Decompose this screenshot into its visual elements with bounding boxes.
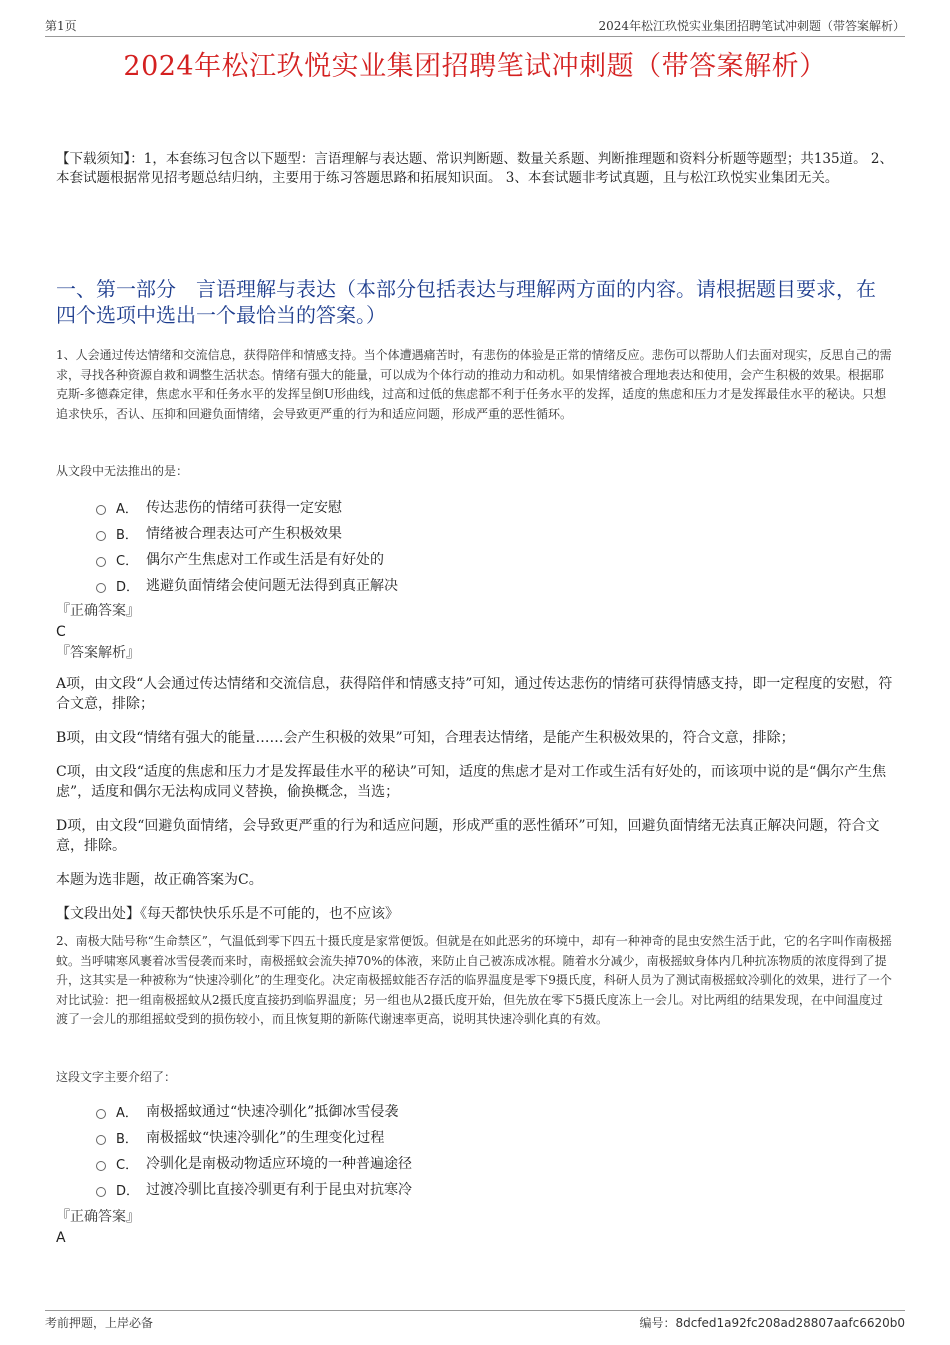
analysis-conclusion: 本题为选非题，故正确答案为C。 bbox=[56, 872, 263, 888]
page-number: 第1页 bbox=[45, 19, 77, 33]
section-heading: 一、第一部分 言语理解与表达（本部分包括表达与理解两方面的内容。请根据题目要求，在四个选项中选出一个最恰当的答案。） bbox=[56, 277, 876, 327]
analysis-source: 【文段出处】《每天都快快乐乐是不可能的，也不应该》 bbox=[56, 906, 399, 922]
question-prompt: 从文段中无法推出的是： bbox=[56, 464, 189, 478]
analysis-c: C项，由文段“适度的焦虑和压力才是发挥最佳水平的秘诀”可知，适度的焦虑才是对工作或生活有好处的，而该项中说的是“偶尔产生焦虑”，适度和偶尔无法构成同义替换，偷换概念，当选； bbox=[56, 764, 887, 800]
option-b[interactable]: B． 情绪被合理表达可产生积极效果 bbox=[56, 520, 894, 546]
radio-button[interactable] bbox=[96, 1109, 106, 1119]
radio-button[interactable] bbox=[96, 1135, 106, 1145]
question-2 bbox=[56, 932, 894, 1030]
question-2-answer bbox=[56, 1206, 894, 1248]
radio-button[interactable] bbox=[96, 1187, 106, 1197]
question-1-options bbox=[56, 494, 894, 598]
answer-label: 『正确答案』 bbox=[56, 603, 140, 619]
footer-code-label: 编号： bbox=[639, 1315, 676, 1330]
question-1-analysis bbox=[56, 674, 894, 938]
document-code: 8dcfed1a92fc208ad28807aafc6620b0 bbox=[675, 1315, 905, 1330]
option-a[interactable]: A． 传达悲伤的情绪可获得一定安慰 bbox=[56, 494, 894, 520]
question-1 bbox=[56, 346, 894, 424]
analysis-a: A项，由文段“人会通过传达情绪和交流信息，获得陪伴和情感支持”可知，通过传达悲伤的情绪可获得情感支持，即一定程度的安慰，符合文意，排除； bbox=[56, 676, 893, 712]
option-c[interactable]: C． 偶尔产生焦虑对工作或生活是有好处的 bbox=[56, 546, 894, 572]
question-1-answer bbox=[56, 600, 894, 664]
document-title: 2024年松江玖悦实业集团招聘笔试冲刺题（带答案解析） bbox=[123, 51, 827, 82]
question-2-prompt-block bbox=[56, 1068, 894, 1085]
radio-button[interactable] bbox=[96, 531, 106, 541]
correct-answer: A bbox=[56, 1230, 66, 1246]
option-a[interactable]: A． 南极摇蚊通过“快速冷驯化”抵御冰雪侵袭 bbox=[56, 1098, 894, 1124]
analysis-label: 『答案解析』 bbox=[56, 645, 140, 661]
option-b[interactable]: B． 南极摇蚊“快速冷驯化”的生理变化过程 bbox=[56, 1124, 894, 1150]
question-2-options bbox=[56, 1098, 894, 1202]
footer-code-wrap bbox=[639, 1314, 905, 1331]
page-footer bbox=[45, 1310, 905, 1333]
question-passage: 1、人会通过传达情绪和交流信息，获得陪伴和情感支持。当个体遭遇痛苦时，有悲伤的体验是正常的情绪反应。悲伤可以帮助人们去面对现实，反思自己的需求，寻找各种资源自救和调整生活状态。情绪有强大的能量，可以成为个体行动的推动力和动机。如果情绪被合理地表达和使用，会产生积极的效果。根据耶克斯-多德森定律，焦虑水平和任务水平的发挥呈倒U形曲线，过高和过低的焦虑都不利于任务水平的发挥，适度的焦虑和压力才是发挥最佳水平的秘诀。只想追求快乐，否认、压抑和回避负面情绪，会导致更严重的行为和适应问题，形成严重的恶性循环。 bbox=[56, 348, 892, 421]
radio-button[interactable] bbox=[96, 505, 106, 515]
option-d[interactable]: D． 逃避负面情绪会使问题无法得到真正解决 bbox=[56, 572, 894, 598]
radio-button[interactable] bbox=[96, 583, 106, 593]
analysis-b: B项，由文段“情绪有强大的能量……会产生积极的效果”可知，合理表达情绪，是能产生积极效果的，符合文意，排除； bbox=[56, 730, 795, 746]
correct-answer: C bbox=[56, 624, 66, 640]
download-notice: 【下载须知】：1，本套练习包含以下题型：言语理解与表达题、常识判断题、数量关系题、判断推理题和资料分析题等题型；共135道。 2、本套试题根据常见招考题总结归纳，主要用于练习答题思路和拓展知识面。 3、本套试题非考试真题，且与松江玖悦实业集团无关。 bbox=[56, 151, 893, 186]
footer-slogan: 考前押题，上岸必备 bbox=[45, 1315, 154, 1330]
question-passage: 2、南极大陆号称“生命禁区”，气温低到零下四五十摄氏度是家常便饭。但就是在如此恶劣的环境中，却有一种神奇的昆虫安然生活于此，它的名字叫作南极摇蚊。当呼啸寒风裹着冰雪侵袭而来时，南极摇蚊会流失掉70%的体液，来防止自己被冻成冰棍。随着水分减少，南极摇蚊身体内几种抗冻物质的浓度得到了提升，这其实是一种被称为“快速冷驯化”的生理变化。决定南极摇蚊能否存活的临界温度是零下9摄氏度，科研人员为了测试南极摇蚊冷驯化的效果，进行了一个对比试验：把一组南极摇蚊从2摄氏度直接扔到临界温度；另一组也从2摄氏度开始，但先放在零下5摄氏度冻上一会儿。对比两组的结果发现，在中间温度过渡了一会儿的那组摇蚊受到的损伤较小，而且恢复期的新陈代谢速率更高，说明其快速冷驯化真的有效。 bbox=[56, 934, 892, 1026]
radio-button[interactable] bbox=[96, 1161, 106, 1171]
page-header bbox=[45, 14, 905, 37]
option-d[interactable]: D． 过渡冷驯比直接冷驯更有利于昆虫对抗寒冷 bbox=[56, 1176, 894, 1202]
radio-button[interactable] bbox=[96, 557, 106, 567]
option-c[interactable]: C． 冷驯化是南极动物适应环境的一种普遍途径 bbox=[56, 1150, 894, 1176]
answer-label: 『正确答案』 bbox=[56, 1209, 140, 1225]
question-1-prompt-block bbox=[56, 462, 894, 479]
question-prompt: 这段文字主要介绍了： bbox=[56, 1070, 177, 1084]
header-doc-title: 2024年松江玖悦实业集团招聘笔试冲刺题（带答案解析） bbox=[598, 19, 905, 33]
analysis-d: D项，由文段“回避负面情绪，会导致更严重的行为和适应问题，形成严重的恶性循环”可知，回避负面情绪无法真正解决问题，符合文意，排除。 bbox=[56, 818, 880, 854]
